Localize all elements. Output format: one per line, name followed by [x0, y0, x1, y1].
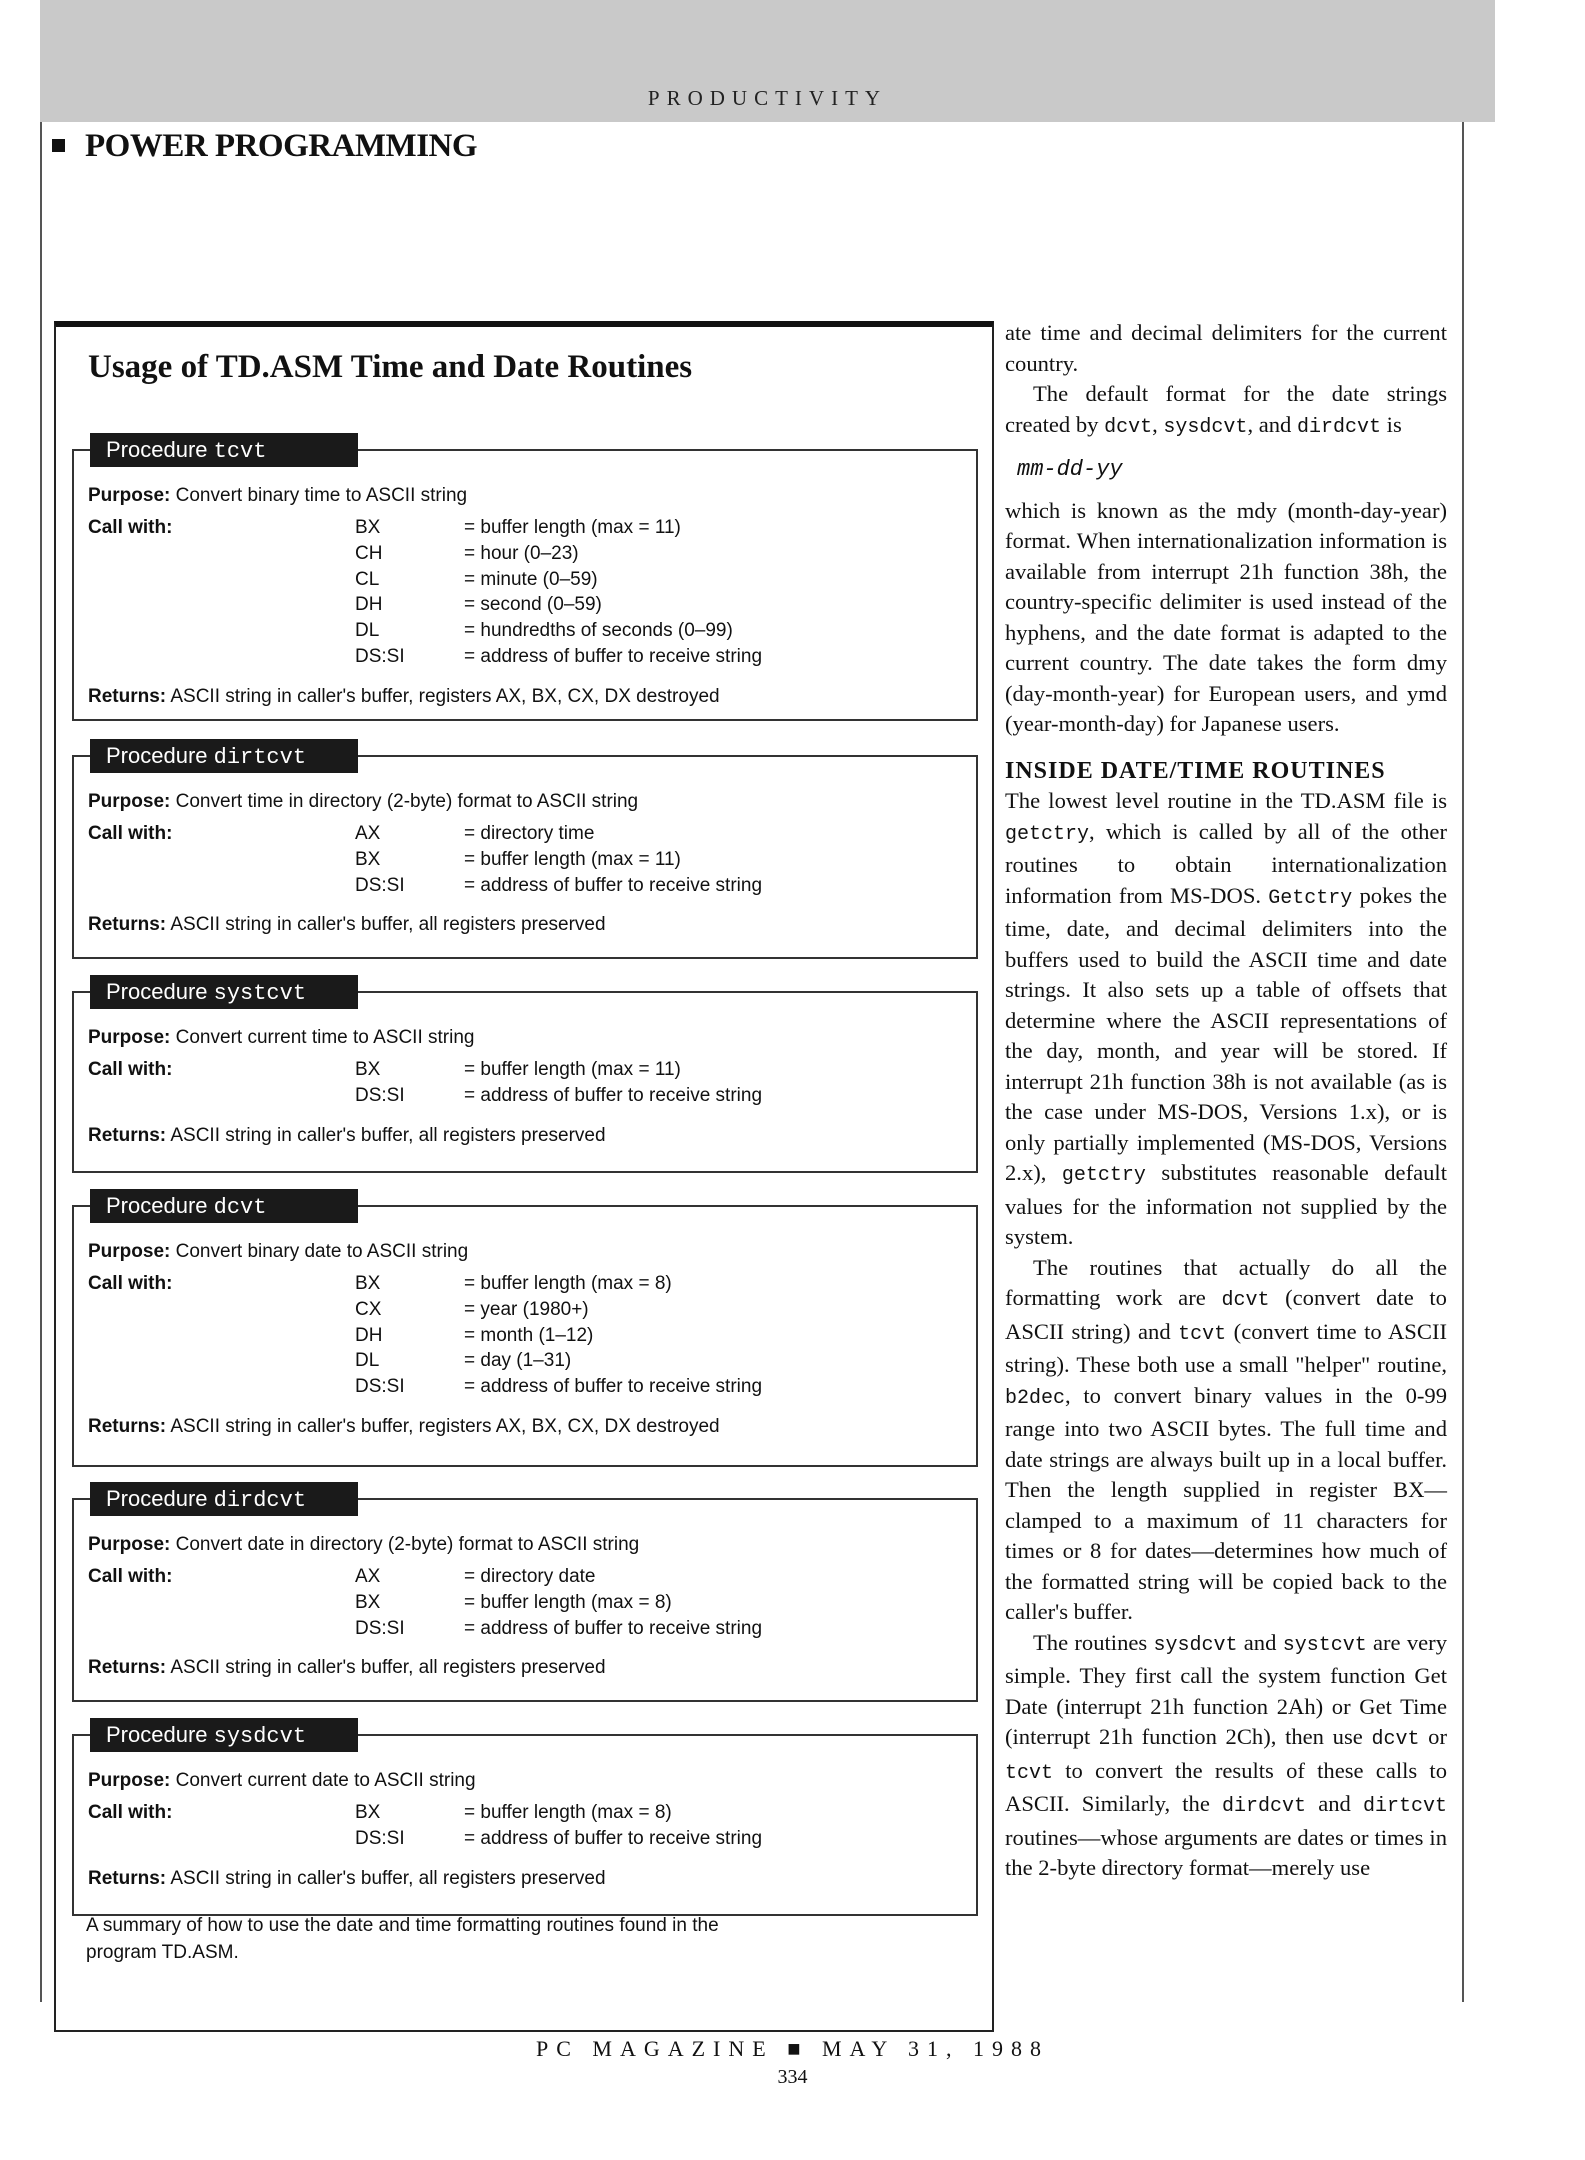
- register-description: = second (0–59): [464, 594, 602, 616]
- register-name: DS:SI: [355, 1617, 405, 1639]
- procedure-label: Procedure dcvt: [90, 1189, 358, 1223]
- register-name: BX: [355, 1802, 381, 1823]
- register-name: BX: [355, 848, 381, 870]
- procedure-returns: Returns: ASCII string in caller's buffer, all registers preserved: [88, 1657, 606, 1679]
- register-description: = buffer length (max = 11): [464, 1059, 681, 1080]
- register-name: CH: [355, 542, 383, 564]
- register-name: AX: [355, 823, 381, 844]
- register-description: = buffer length (max = 8): [464, 1591, 672, 1613]
- register-description: = hour (0–23): [464, 542, 579, 564]
- procedure-returns: Returns: ASCII string in caller's buffer, all registers preserved: [88, 914, 606, 936]
- procedure-purpose: Purpose: Convert current time to ASCII string: [88, 1027, 475, 1048]
- register-name: DL: [355, 620, 380, 642]
- procedure-box-tcvt: [72, 437, 978, 721]
- register-name: DS:SI: [355, 1084, 405, 1106]
- right-rule: [1462, 122, 1464, 2002]
- register-name: CL: [355, 568, 380, 590]
- register-description: = buffer length (max = 8): [464, 1802, 672, 1823]
- register-description: = address of buffer to receive string: [464, 1617, 763, 1639]
- register-description: = year (1980+): [464, 1298, 589, 1320]
- register-description: = directory time: [464, 823, 595, 844]
- procedure-box-dirtcvt: [72, 743, 978, 959]
- procedure-purpose: Purpose: Convert current date to ASCII string: [88, 1770, 476, 1791]
- sidebar-title: Usage of TD.ASM Time and Date Routines: [88, 349, 693, 385]
- page-number: 334: [777, 2066, 808, 2088]
- procedure-returns: Returns: ASCII string in caller's buffer, registers AX, BX, CX, DX destroyed: [88, 685, 720, 707]
- section-heading-text: POWER PROGRAMMING: [85, 128, 478, 164]
- register-name: DS:SI: [355, 874, 405, 896]
- left-rule: [40, 122, 42, 2002]
- article-paragraph: The routines that actually do all the formatting work are dcvt (convert date to ASCII string) and tcvt (convert time to ASCII string). These both use a small "helper" routine, b2dec, to convert binary values in the 0-99 range into two ASCII bytes. The full time and date strings are always built up in a local buffer. Then the length supplied in register BX—clamped to a maximum of 11 characters for times or 8 for dates—determines how much of the formatted string will be copied back to the caller's buffer.: [1005, 1254, 1447, 1624]
- register-description: = month (1–12): [464, 1324, 594, 1346]
- procedure-label: Procedure tcvt: [90, 433, 358, 467]
- register-description: = address of buffer to receive string: [464, 646, 763, 667]
- section-heading: [52, 128, 477, 165]
- procedure-label: Procedure systcvt: [90, 975, 358, 1009]
- register-name: BX: [355, 517, 381, 538]
- call-with-label: Call with:: [88, 517, 173, 538]
- register-name: BX: [355, 1273, 381, 1294]
- article-paragraph: The routines sysdcvt and systcvt are very simple. They first call the system function Get Date (interrupt 21h function 2Ah) or Get Time (interrupt 21h function 2Ch), then use dcvt or tcvt to convert the results of these calls to ASCII. Similarly, the dirdcvt and dirtcvt routines—whose arguments are dates or times in the 2-byte directory format—merely use: [1005, 1629, 1447, 1880]
- register-name: CX: [355, 1298, 382, 1320]
- procedure-returns: Returns: ASCII string in caller's buffer, all registers preserved: [88, 1867, 606, 1889]
- article-paragraph: The lowest level routine in the TD.ASM file is getctry, which is called by all of the other routines to obtain internationalization information from MS-DOS. Getctry pokes the time, date, and decimal delimiters into the buffers used to build the ASCII time and date strings. It also sets up a table of offsets that determine where the ASCII representations of the day, month, and year will be stored. If interrupt 21h function 38h is not available (as is the case under MS-DOS, Versions 1.x), or is only partially implemented (MS-DOS, Versions 2.x), getctry substitutes reasonable default values for the information not supplied by the system.: [1005, 788, 1447, 1249]
- register-name: DH: [355, 1324, 383, 1346]
- register-description: = address of buffer to receive string: [464, 1827, 763, 1849]
- bullet-square-icon: [52, 139, 65, 152]
- register-description: = hundredths of seconds (0–99): [464, 620, 733, 642]
- footer-magazine: PC MAGAZINE ■ MAY 31, 1988: [535, 2036, 1049, 2061]
- procedure-returns: Returns: ASCII string in caller's buffer, all registers preserved: [88, 1124, 606, 1146]
- article-paragraph: The default format for the date strings created by dcvt, sysdcvt, and dirdcvt is: [1005, 381, 1447, 439]
- register-name: DS:SI: [355, 1827, 405, 1849]
- register-description: = buffer length (max = 11): [464, 848, 681, 870]
- procedure-purpose: Purpose: Convert binary time to ASCII string: [88, 485, 468, 506]
- procedure-purpose: Purpose: Convert date in directory (2-byte) format to ASCII string: [88, 1534, 640, 1555]
- register-name: AX: [355, 1566, 381, 1587]
- call-with-label: Call with:: [88, 1273, 173, 1294]
- register-description: = directory date: [464, 1566, 596, 1587]
- register-description: = day (1–31): [464, 1350, 572, 1372]
- register-name: DL: [355, 1350, 380, 1372]
- sidebar-caption: A summary of how to use the date and time formatting routines found in the program TD.ASM.: [86, 1915, 719, 1963]
- section-category: PRODUCTIVITY: [647, 86, 888, 110]
- procedure-returns: Returns: ASCII string in caller's buffer, registers AX, BX, CX, DX destroyed: [88, 1416, 720, 1437]
- procedure-purpose: Purpose: Convert time in directory (2-byte) format to ASCII string: [88, 791, 639, 812]
- call-with-label: Call with:: [88, 1802, 173, 1823]
- register-name: BX: [355, 1591, 381, 1613]
- date-format-example: mm-dd-yy: [1017, 457, 1123, 482]
- sidebar-box: [54, 321, 994, 2032]
- register-description: = address of buffer to receive string: [464, 1084, 763, 1106]
- article-column: [1005, 318, 1447, 1884]
- register-description: = address of buffer to receive string: [464, 874, 763, 896]
- register-name: DS:SI: [355, 646, 405, 667]
- procedure-label: Procedure dirtcvt: [90, 739, 358, 773]
- procedure-box-dirdcvt: [72, 1486, 978, 1702]
- register-description: = buffer length (max = 11): [464, 517, 681, 538]
- register-description: = buffer length (max = 8): [464, 1273, 672, 1294]
- article-paragraph: ate time and decimal delimiters for the current country.: [1005, 320, 1447, 376]
- register-description: = address of buffer to receive string: [464, 1376, 763, 1398]
- article-paragraph: which is known as the mdy (month-day-year) format. When internationalization information is available from interrupt 21h function 38h, the country-specific delimiter is used instead of the hyphens, and the date format is adapted to the current country. The date takes the form dmy (day-month-year) for European users, and ymd (year-month-day) for Japanese users.: [1005, 497, 1447, 736]
- procedure-box-dcvt: [72, 1193, 978, 1467]
- register-name: DH: [355, 594, 383, 616]
- procedure-label: Procedure dirdcvt: [90, 1482, 358, 1516]
- procedure-box-sysdcvt: [72, 1722, 978, 1916]
- register-name: DS:SI: [355, 1376, 405, 1398]
- call-with-label: Call with:: [88, 1566, 173, 1587]
- procedure-box-systcvt: [72, 979, 978, 1173]
- register-description: = minute (0–59): [464, 568, 598, 590]
- call-with-label: Call with:: [88, 1059, 173, 1080]
- article-subheading: INSIDE DATE/TIME ROUTINES: [1005, 757, 1386, 784]
- header-band: [40, 0, 1495, 122]
- procedure-purpose: Purpose: Convert binary date to ASCII string: [88, 1241, 469, 1262]
- procedure-label: Procedure sysdcvt: [90, 1718, 358, 1752]
- call-with-label: Call with:: [88, 823, 173, 844]
- register-name: BX: [355, 1059, 381, 1080]
